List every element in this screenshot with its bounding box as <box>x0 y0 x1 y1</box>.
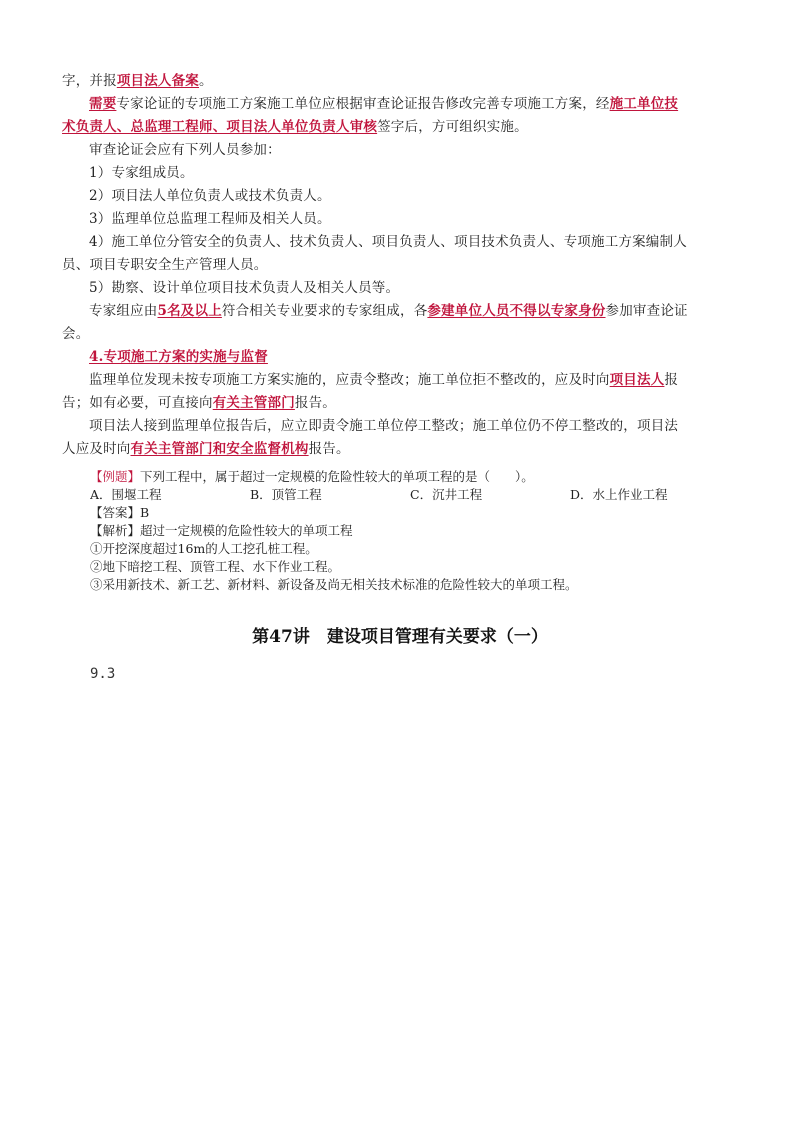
analysis-item: ②地下暗挖工程、顶管工程、水下作业工程。 <box>90 559 341 574</box>
text-run: 人应及时向 <box>62 441 131 457</box>
highlight-text: 施工单位技 <box>609 96 679 112</box>
highlight-text: 术负责人、总监理工程师、项目法人单位负责人审核 <box>62 119 378 135</box>
text-run: 符合相关专业要求的专家组成，各 <box>221 303 428 319</box>
answer-value: B <box>140 505 150 520</box>
option-c: C．沉井工程 <box>410 487 483 502</box>
date-label: 9.3 <box>90 666 116 682</box>
list-item: 5）勘察、设计单位项目技术负责人及相关人员等。 <box>89 280 400 296</box>
question-text: 下列工程中，属于超过一定规模的危险性较大的单项工程的是（ ）。 <box>140 469 534 484</box>
list-item: 2）项目法人单位负责人或技术负责人。 <box>89 188 331 204</box>
main-text <box>62 70 742 461</box>
paragraph-line <box>62 300 742 323</box>
text-run: 签字后，方可组织实施。 <box>377 119 528 135</box>
example-question <box>90 468 730 486</box>
example-analysis <box>90 522 730 540</box>
analysis-text: 超过一定规模的危险性较大的单项工程 <box>140 523 353 538</box>
paragraph-line: 审查论证会应有下列人员参加： <box>89 142 281 158</box>
list-item: 1）专家组成员。 <box>89 165 194 181</box>
analysis-item: ③采用新技术、新工艺、新材料、新设备及尚无相关技术标准的危险性较大的单项工程。 <box>90 577 578 592</box>
paragraph-line: 会。 <box>62 326 90 342</box>
example-answer <box>90 504 730 522</box>
highlight-text: 4.专项施工方案的实施与监督 <box>89 349 268 365</box>
text-run: 告；如有必要，可直接向 <box>62 395 213 411</box>
text-run: 报 <box>664 372 679 388</box>
analysis-item: ①开挖深度超过16m的人工挖孔桩工程。 <box>90 541 318 556</box>
lecture-title: 第47讲 建设项目管理有关要求（一） <box>252 627 548 647</box>
highlight-text: 项目法人 <box>609 372 665 388</box>
highlight-text: 项目法人备案 <box>116 73 200 89</box>
highlight-text: 有关主管部门 <box>212 395 295 411</box>
paragraph-line: 项目法人接到监理单位报告后，应立即责令施工单位停工整改；施工单位仍不停工整改的，项目法 <box>89 418 679 434</box>
answer-tag: 【答案】 <box>90 505 141 520</box>
highlight-text: 参建单位人员不得以专家身份 <box>427 303 606 319</box>
highlight-text: 有关主管部门和安全监督机构 <box>130 441 309 457</box>
example-options <box>90 486 730 504</box>
text-run: 监理单位发现未按专项施工方案实施的，应责令整改；施工单位拒不整改的，应及时向 <box>89 372 610 388</box>
paragraph-line <box>62 369 742 392</box>
paragraph-line <box>62 93 742 116</box>
text-run: 参加审查论证 <box>605 303 688 319</box>
text-run: 字，并报 <box>62 73 117 89</box>
example-block <box>90 468 730 594</box>
paragraph-line <box>62 392 742 415</box>
paragraph-line <box>62 438 742 461</box>
text-run: 报告。 <box>308 441 350 457</box>
option-a: A．围堰工程 <box>90 487 162 502</box>
highlight-text: 5名及以上 <box>157 303 222 319</box>
paragraph-line <box>62 70 742 93</box>
list-item: 3）监理单位总监理工程师及相关人员。 <box>89 211 331 227</box>
paragraph-line <box>62 116 742 139</box>
text-run: 专家论证的专项施工方案施工单位应根据审查论证报告修改完善专项施工方案，经 <box>116 96 610 112</box>
text-run: 。 <box>199 73 213 89</box>
text-run: 报告。 <box>294 395 337 411</box>
list-item-continuation: 员、项目专职安全生产管理人员。 <box>62 257 268 273</box>
list-item: 4）施工单位分管安全的负责人、技术负责人、项目负责人、项目技术负责人、专项施工方案编制人 <box>89 234 687 250</box>
section-heading <box>62 346 742 369</box>
analysis-tag: 【解析】 <box>90 523 141 538</box>
example-tag: 【例题】 <box>90 469 141 484</box>
highlight-text: 需要 <box>89 96 117 112</box>
option-d: D．水上作业工程 <box>570 487 668 502</box>
text-run: 专家组应由 <box>89 303 158 319</box>
option-b: B．顶管工程 <box>250 487 322 502</box>
